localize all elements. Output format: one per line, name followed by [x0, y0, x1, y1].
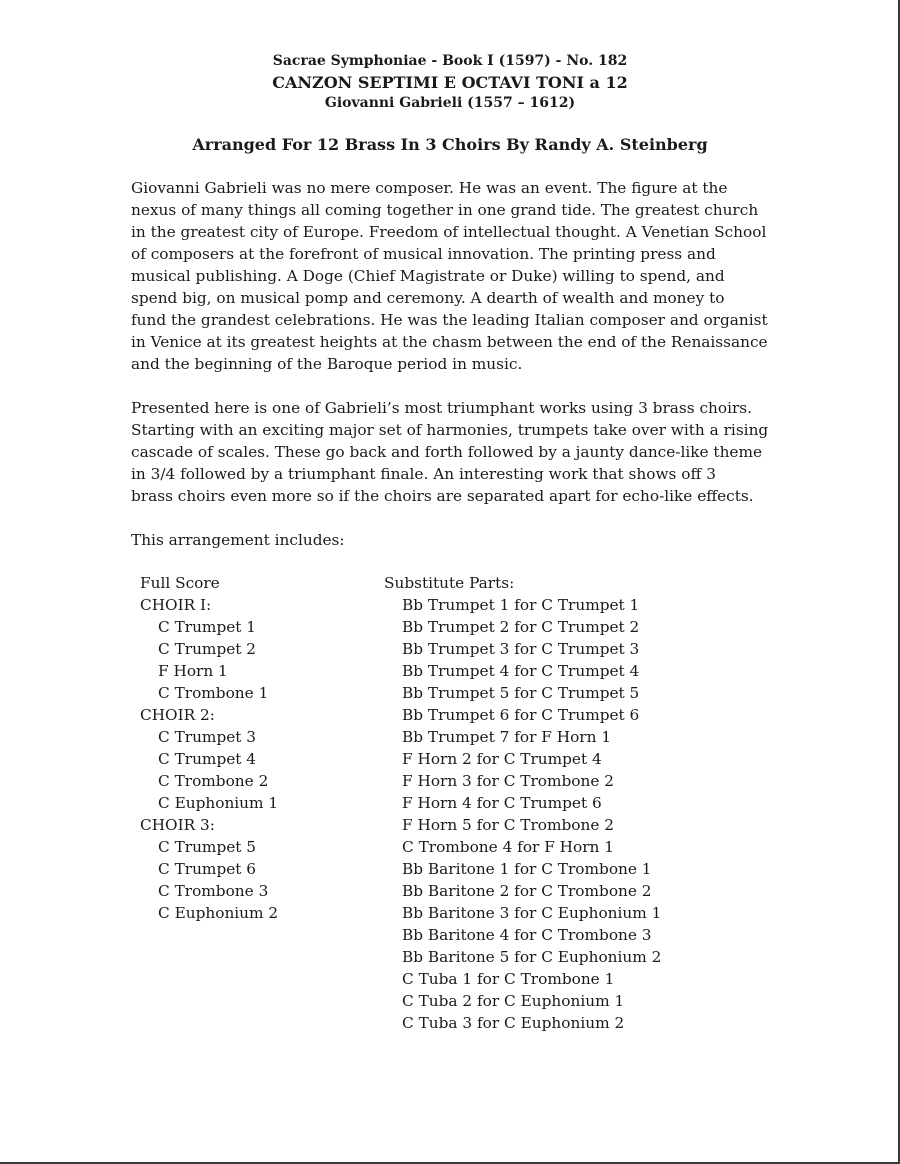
- substitute-parts-label: Substitute Parts:: [384, 574, 515, 592]
- substitute-item: Bb Baritone 2 for C Trombone 2: [402, 882, 652, 900]
- intro-line: fund the grandest celebrations. He was the leading Italian composer and organist: [131, 311, 768, 329]
- substitute-item: Bb Trumpet 4 for C Trumpet 4: [402, 662, 640, 680]
- description-line: brass choirs even more so if the choirs are separated apart for echo-like effects.: [131, 487, 754, 505]
- substitute-item: Bb Baritone 4 for C Trombone 3: [402, 926, 652, 944]
- includes-label: This arrangement includes:: [131, 531, 345, 549]
- series-heading: Sacrae Symphoniae - Book I (1597) - No. 182: [272, 53, 628, 69]
- intro-line: musical publishing. A Doge (Chief Magistrate or Duke) willing to spend, and: [131, 267, 725, 285]
- substitute-item: Bb Baritone 5 for C Euphonium 2: [402, 948, 662, 966]
- part-item: C Trombone 1: [158, 684, 269, 702]
- substitute-item: Bb Trumpet 3 for C Trumpet 3: [402, 640, 640, 658]
- substitute-item: C Tuba 2 for C Euphonium 1: [402, 992, 625, 1010]
- substitute-item: Bb Trumpet 2 for C Trumpet 2: [402, 618, 640, 636]
- part-item: C Trumpet 2: [158, 640, 257, 658]
- substitute-item: F Horn 4 for C Trumpet 6: [402, 794, 602, 812]
- part-item: C Euphonium 2: [158, 904, 279, 922]
- part-item: F Horn 1: [158, 662, 228, 680]
- substitute-item: F Horn 5 for C Trombone 2: [402, 816, 614, 834]
- substitute-item: Bb Baritone 3 for C Euphonium 1: [402, 904, 662, 922]
- substitute-item: Bb Trumpet 5 for C Trumpet 5: [402, 684, 640, 702]
- description-line: cascade of scales. These go back and forth followed by a jaunty dance-like theme: [131, 443, 763, 461]
- piece-title: CANZON SEPTIMI E OCTAVI TONI a 12: [272, 73, 628, 92]
- part-item: C Trombone 2: [158, 772, 269, 790]
- substitute-item: C Tuba 3 for C Euphonium 2: [402, 1014, 625, 1032]
- intro-line: nexus of many things all coming together in one grand tide. The greatest church: [131, 201, 759, 219]
- intro-line: spend big, on musical pomp and ceremony. A dearth of wealth and money to: [131, 289, 725, 307]
- description-line: in 3/4 followed by a triumphant finale. An interesting work that shows off 3: [131, 465, 716, 483]
- substitute-item: F Horn 3 for C Trombone 2: [402, 772, 614, 790]
- intro-line: and the beginning of the Baroque period in music.: [131, 355, 523, 373]
- intro-line: Giovanni Gabrieli was no mere composer. He was an event. The figure at the: [131, 179, 728, 197]
- substitute-item: Bb Trumpet 1 for C Trumpet 1: [402, 596, 640, 614]
- substitute-item: C Trombone 4 for F Horn 1: [402, 838, 614, 856]
- description-line: Starting with an exciting major set of harmonies, trumpets take over with a rising: [131, 421, 769, 439]
- substitute-item: F Horn 2 for C Trumpet 4: [402, 750, 602, 768]
- part-item: C Trumpet 3: [158, 728, 257, 746]
- part-item: C Euphonium 1: [158, 794, 279, 812]
- part-item: C Trumpet 1: [158, 618, 257, 636]
- part-item: C Trumpet 6: [158, 860, 257, 878]
- substitute-item: Bb Trumpet 7 for F Horn 1: [402, 728, 612, 746]
- composer-line: Giovanni Gabrieli (1557 – 1612): [324, 95, 576, 111]
- full-score-item: Full Score: [140, 574, 220, 592]
- description-paragraph: [131, 397, 781, 507]
- part-item: C Trumpet 4: [158, 750, 257, 768]
- choir-2-label: CHOIR 2:: [140, 706, 215, 724]
- arranger-line: Arranged For 12 Brass In 3 Choirs By Randy A. Steinberg: [192, 135, 708, 154]
- part-item: C Trombone 3: [158, 882, 269, 900]
- part-item: C Trumpet 5: [158, 838, 257, 856]
- substitute-parts-list: [384, 572, 661, 1034]
- parts-list: [140, 572, 278, 924]
- substitute-item: Bb Baritone 1 for C Trombone 1: [402, 860, 652, 878]
- choir-1-label: CHOIR I:: [140, 596, 212, 614]
- intro-paragraph: [131, 177, 781, 375]
- substitute-item: Bb Trumpet 6 for C Trumpet 6: [402, 706, 640, 724]
- substitute-item: C Tuba 1 for C Trombone 1: [402, 970, 615, 988]
- description-line: Presented here is one of Gabrieli’s most triumphant works using 3 brass choirs.: [131, 399, 752, 417]
- choir-3-label: CHOIR 3:: [140, 816, 215, 834]
- intro-line: in the greatest city of Europe. Freedom of intellectual thought. A Venetian School: [131, 223, 767, 241]
- intro-line: of composers at the forefront of musical innovation. The printing press and: [131, 245, 716, 263]
- intro-line: in Venice at its greatest heights at the chasm between the end of the Renaissance: [131, 333, 768, 351]
